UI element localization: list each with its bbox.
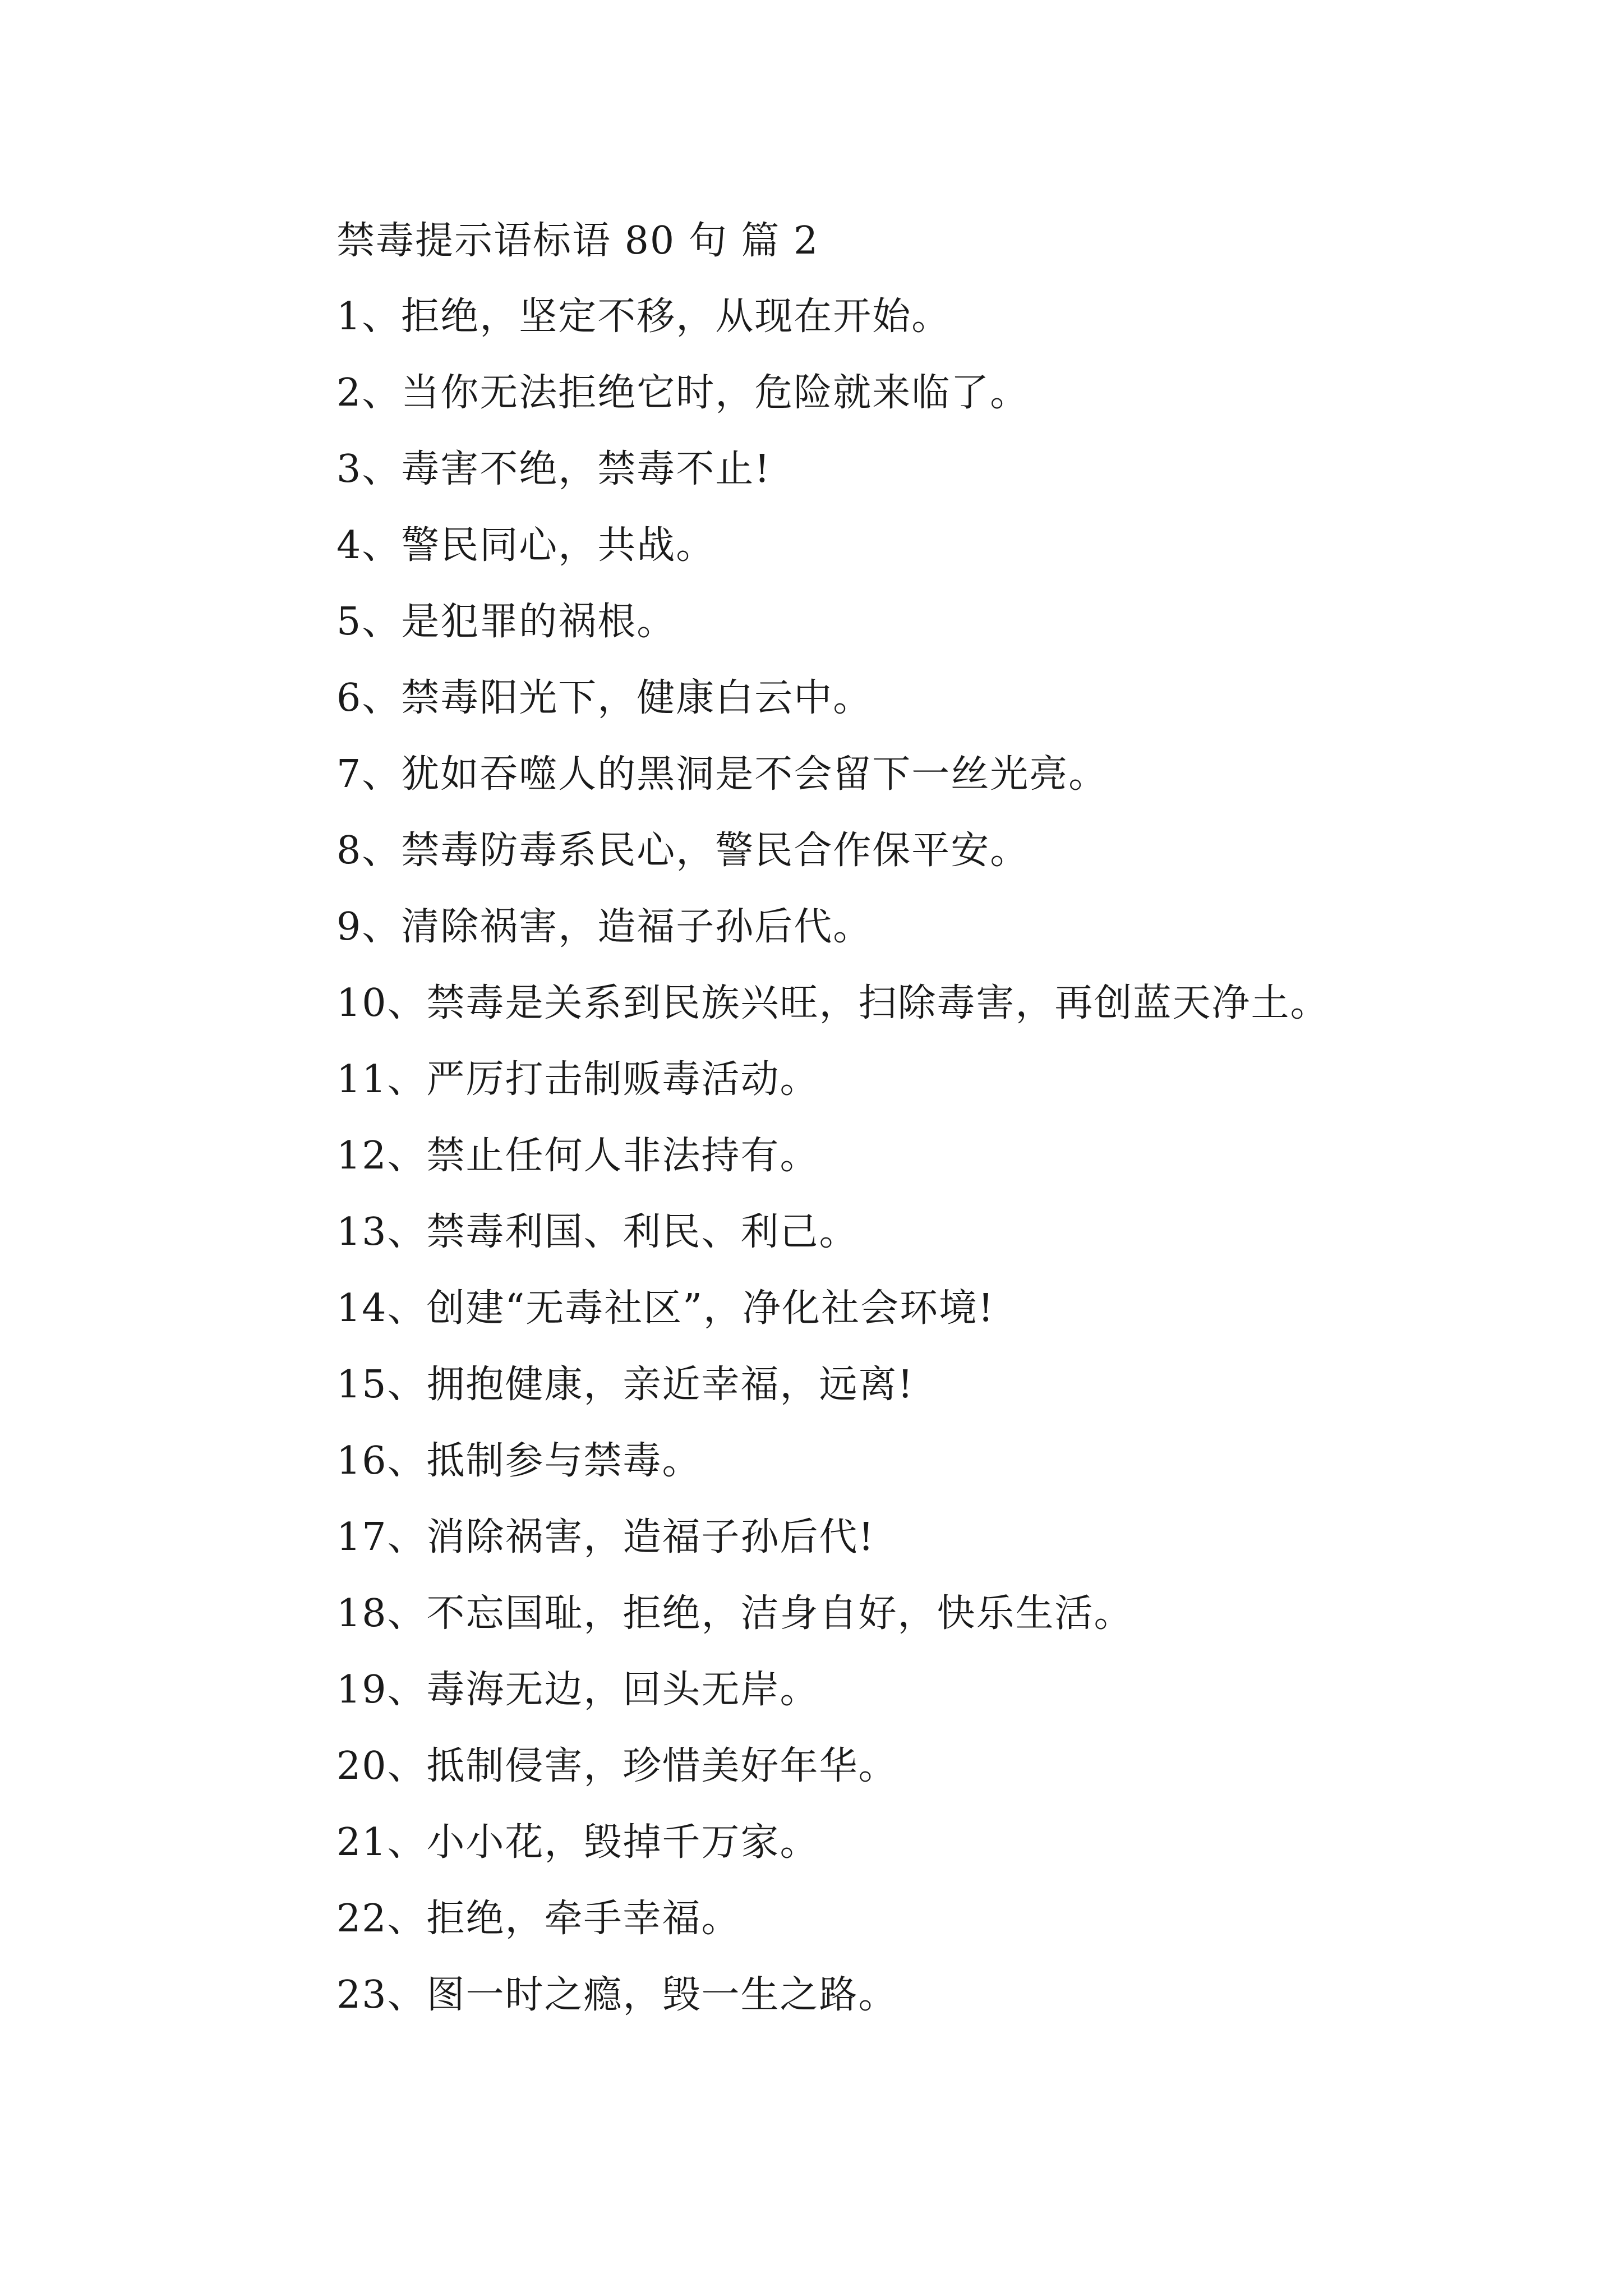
slogan-line: 2、当你无法拒绝它时，危险就来临了。 bbox=[336, 371, 1030, 415]
slogan-line: 21、小小花，毁掉千万家。 bbox=[336, 1820, 819, 1865]
document-title: 禁毒提示语标语 80 句 篇 2 bbox=[336, 219, 819, 263]
slogan-line: 6、禁毒阳光下，健康白云中。 bbox=[336, 676, 873, 720]
slogan-line: 4、警民同心，共战。 bbox=[336, 523, 716, 568]
slogan-line: 18、不忘国耻，拒绝，洁身自好，快乐生活。 bbox=[336, 1591, 1133, 1636]
slogan-line: 19、毒海无边，回头无岸。 bbox=[336, 1668, 819, 1712]
slogan-line: 20、抵制侵害，珍惜美好年华。 bbox=[336, 1744, 898, 1788]
slogan-line: 12、禁止任何人非法持有。 bbox=[336, 1134, 819, 1178]
slogan-line: 14、创建“无毒社区”，净化社会环境! bbox=[336, 1286, 995, 1331]
slogan-line: 10、禁毒是关系到民族兴旺，扫除毒害，再创蓝天净土。 bbox=[336, 981, 1330, 1025]
slogan-list bbox=[336, 289, 1330, 2044]
slogan-line: 23、图一时之瘾，毁一生之路。 bbox=[336, 1973, 898, 2017]
slogan-line: 17、消除祸害，造福子孙后代! bbox=[336, 1515, 875, 1559]
slogan-line: 3、毒害不绝，禁毒不止! bbox=[336, 447, 771, 491]
slogan-line: 11、严厉打击制贩毒活动。 bbox=[336, 1057, 819, 1102]
slogan-line: 7、犹如吞噬人的黑洞是不会留下一丝光亮。 bbox=[336, 752, 1108, 797]
slogan-line: 13、禁毒利国、利民、利己。 bbox=[336, 1210, 859, 1254]
slogan-line: 16、抵制参与禁毒。 bbox=[336, 1439, 702, 1483]
slogan-line: 8、禁毒防毒系民心，警民合作保平安。 bbox=[336, 829, 1030, 873]
slogan-line: 22、拒绝，牵手幸福。 bbox=[336, 1897, 741, 1941]
slogan-line: 9、清除祸害，造福子孙后代。 bbox=[336, 905, 873, 949]
slogan-line: 5、是犯罪的祸根。 bbox=[336, 600, 676, 644]
slogan-line: 1、拒绝，坚定不移，从现在开始。 bbox=[336, 295, 951, 339]
slogan-line: 15、拥抱健康，亲近幸福，远离! bbox=[336, 1363, 914, 1407]
